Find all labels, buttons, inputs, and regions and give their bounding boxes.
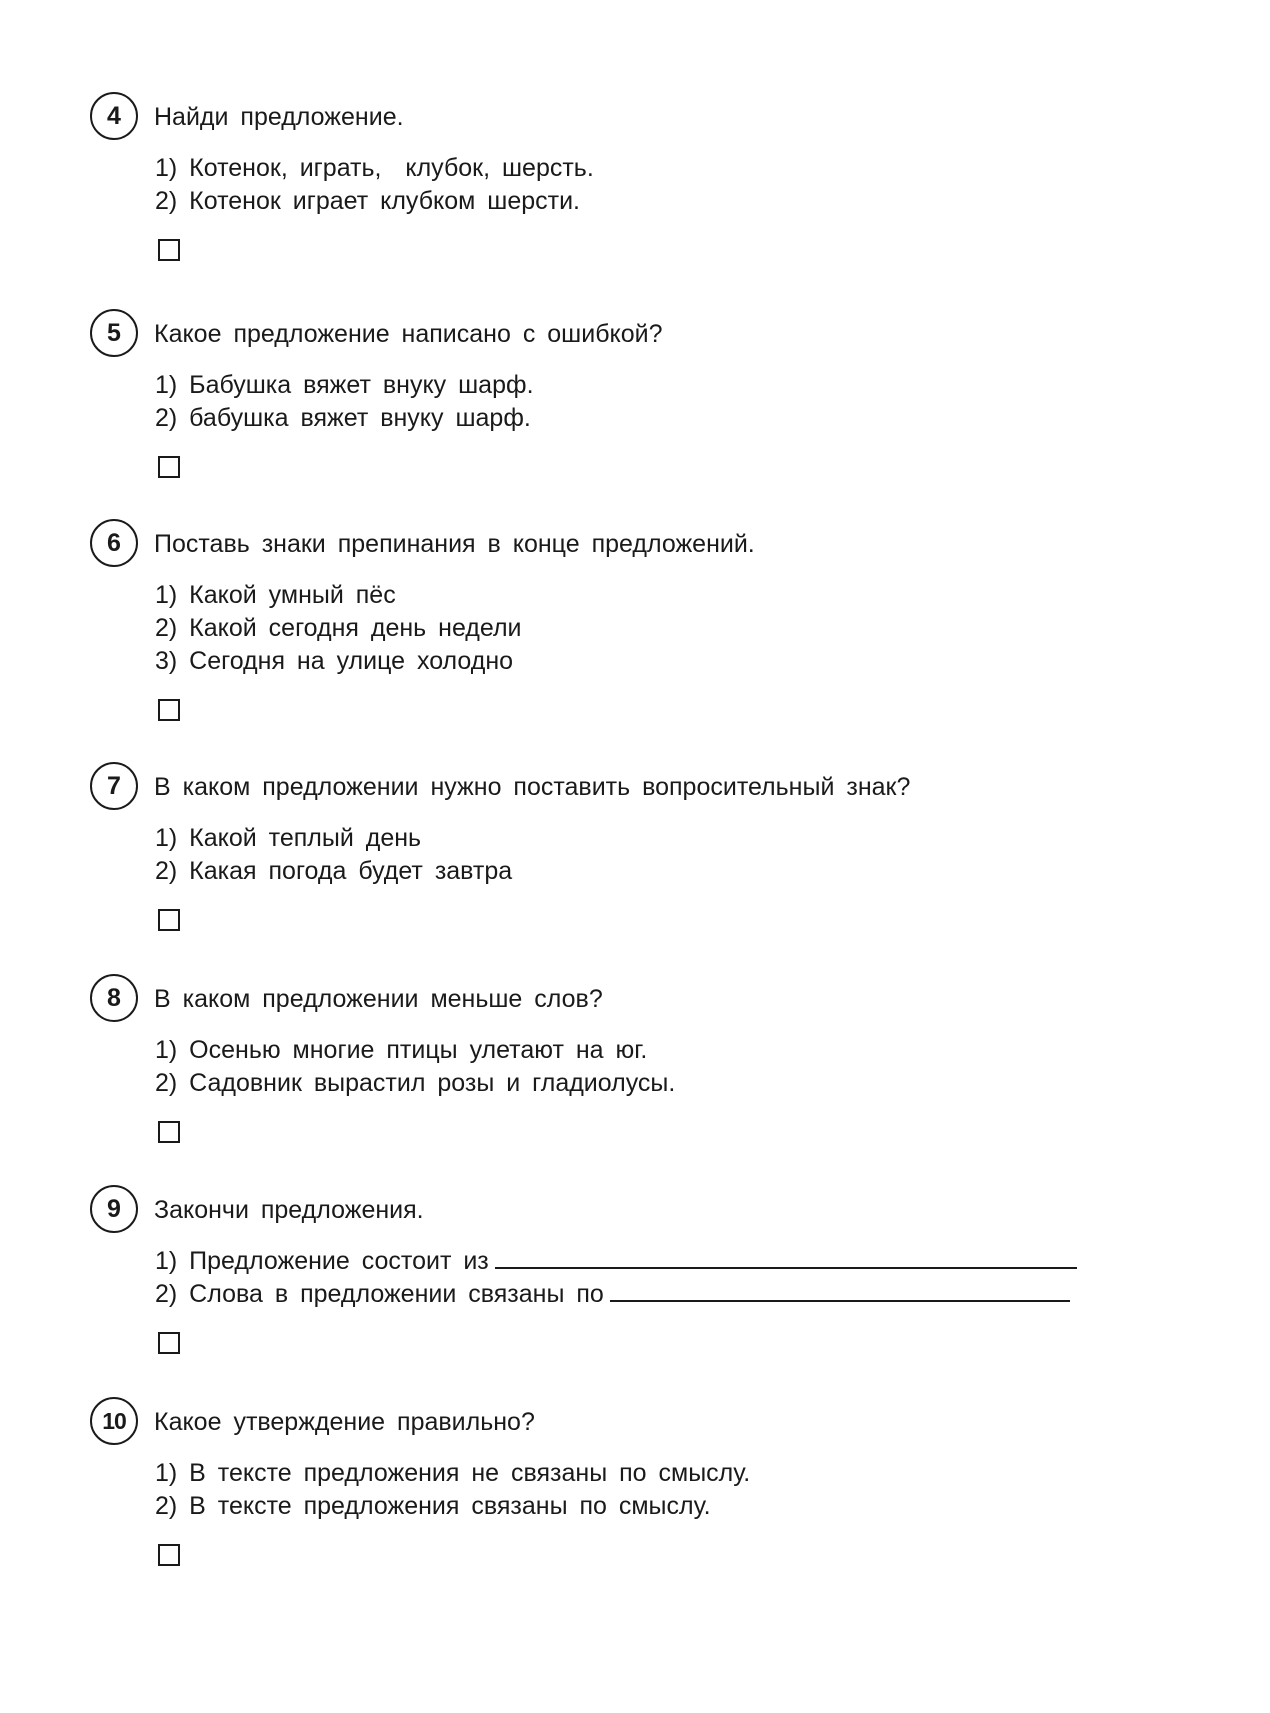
task-question: Какое утверждение правильно? <box>154 1408 535 1436</box>
answer-option: 3) Сегодня на улице холодно <box>155 647 514 675</box>
answer-options <box>155 1457 750 1523</box>
answer-option: 2) Какая погода будет завтра <box>155 857 513 885</box>
answer-option: 1) В тексте предложения не связаны по смыслу. <box>155 1459 751 1487</box>
answer-option-text: 2) Слова в предложении связаны по <box>155 1280 604 1308</box>
task-question: Найди предложение. <box>154 103 404 131</box>
task-question: Поставь знаки препинания в конце предложений. <box>154 530 755 558</box>
answer-options <box>155 369 534 435</box>
answer-option: 2) Садовник вырастил розы и гладиолусы. <box>155 1069 676 1097</box>
answer-blank-line[interactable] <box>495 1245 1077 1269</box>
task-number-badge: 10 <box>90 1397 138 1445</box>
task-number-badge: 5 <box>90 309 138 357</box>
answer-checkbox[interactable] <box>158 456 180 478</box>
answer-checkbox[interactable] <box>158 699 180 721</box>
task-question: Закончи предложения. <box>154 1196 424 1224</box>
task-number-badge: 6 <box>90 519 138 567</box>
answer-options <box>155 1245 1077 1311</box>
answer-options <box>155 822 512 888</box>
task-number-badge: 4 <box>90 92 138 140</box>
task-number-badge: 9 <box>90 1185 138 1233</box>
answer-options <box>155 579 522 678</box>
answer-checkbox[interactable] <box>158 909 180 931</box>
task-number-badge: 8 <box>90 974 138 1022</box>
answer-option <box>155 1245 1077 1278</box>
answer-option: 1) Котенок, играть, клубок, шерсть. <box>155 154 594 182</box>
task-question: Какое предложение написано с ошибкой? <box>154 320 663 348</box>
answer-checkbox[interactable] <box>158 1332 180 1354</box>
answer-option-text: 1) Предложение состоит из <box>155 1247 489 1275</box>
answer-blank-line[interactable] <box>610 1278 1070 1302</box>
answer-checkbox[interactable] <box>158 239 180 261</box>
answer-option: 1) Бабушка вяжет внуку шарф. <box>155 371 534 399</box>
answer-option: 2) Какой сегодня день недели <box>155 614 522 642</box>
task-question: В каком предложении нужно поставить вопросительный знак? <box>154 773 911 801</box>
answer-option: 1) Какой умный пёс <box>155 581 396 609</box>
answer-option: 1) Осенью многие птицы улетают на юг. <box>155 1036 648 1064</box>
task-question: В каком предложении меньше слов? <box>154 985 603 1013</box>
answer-checkbox[interactable] <box>158 1121 180 1143</box>
answer-option: 2) Котенок играет клубком шерсти. <box>155 187 581 215</box>
answer-option <box>155 1278 1077 1311</box>
task-number-badge: 7 <box>90 762 138 810</box>
answer-option: 1) Какой теплый день <box>155 824 422 852</box>
answer-options <box>155 1034 675 1100</box>
answer-option: 2) бабушка вяжет внуку шарф. <box>155 404 531 432</box>
answer-options <box>155 152 594 218</box>
answer-checkbox[interactable] <box>158 1544 180 1566</box>
answer-option: 2) В тексте предложения связаны по смыслу. <box>155 1492 711 1520</box>
